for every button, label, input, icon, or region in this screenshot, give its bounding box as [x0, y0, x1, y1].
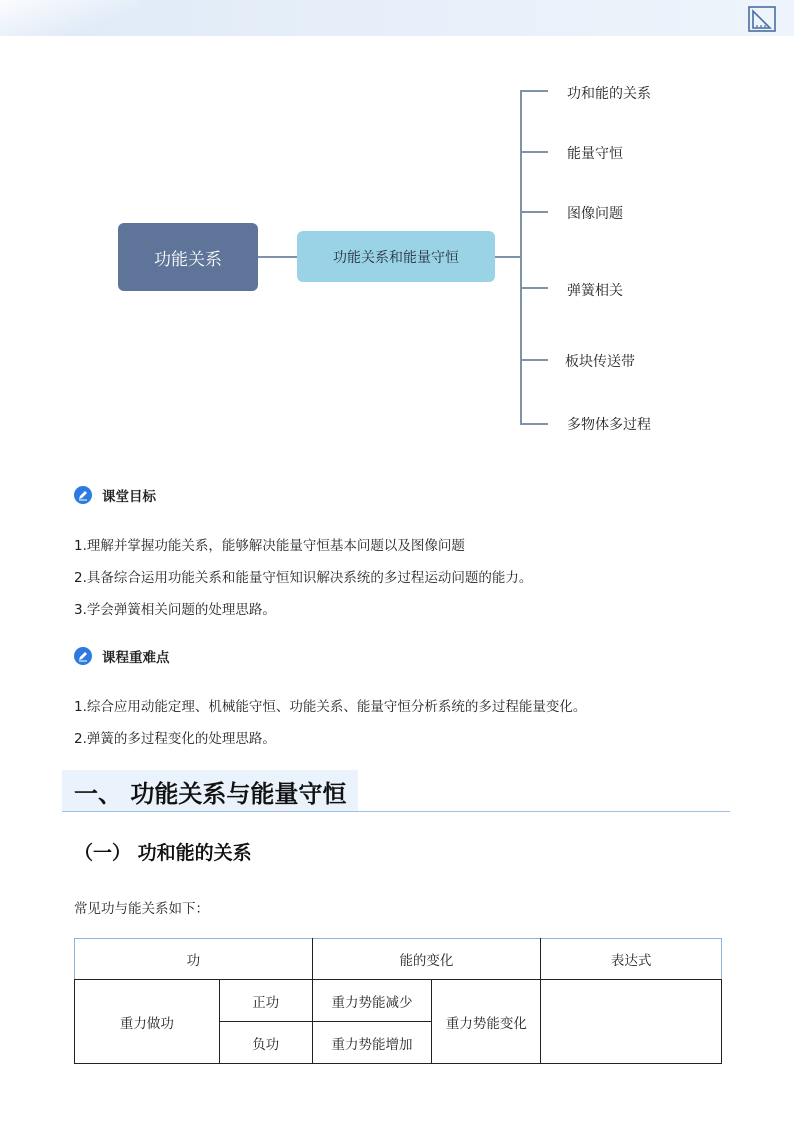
mindmap-leaf: 功和能的关系: [567, 86, 651, 102]
mindmap-branch: [520, 359, 548, 361]
keypoint-item: 2.弹簧的多过程变化的处理思路。: [74, 731, 276, 747]
energy-change: 重力势能减少: [312, 980, 432, 1022]
section-title: 一、 功能关系与能量守恒: [62, 770, 358, 812]
energy-change: 重力势能增加: [312, 1022, 432, 1064]
mindmap-trunk: [520, 90, 522, 425]
goal-item: 3.学会弹簧相关问题的处理思路。: [74, 602, 276, 618]
header-wave-decoration: [0, 0, 140, 36]
keypoints-heading: [74, 646, 170, 666]
ruler-triangle-logo-icon: [748, 6, 776, 32]
mindmap-branch: [520, 211, 548, 213]
work-energy-table: [74, 938, 722, 1064]
mindmap-leaf: 多物体多过程: [567, 417, 651, 433]
table-header-row: [75, 939, 722, 980]
mindmap-root-node: 功能关系: [118, 223, 258, 291]
expression-cell: [541, 980, 722, 1064]
keypoints-title: 课程重难点: [102, 650, 170, 666]
merged-change: 重力势能变化: [432, 980, 541, 1064]
mindmap-leaf: 板块传送带: [565, 354, 635, 370]
mindmap-branch: [520, 90, 548, 92]
header-band: [0, 0, 794, 36]
mindmap-leaf: 弹簧相关: [567, 283, 623, 299]
mindmap-branch: [520, 287, 548, 289]
mindmap-connector: [495, 256, 521, 258]
row-label: 重力做功: [75, 980, 220, 1064]
pen-icon: [74, 486, 92, 504]
pen-icon: [74, 647, 92, 665]
work-kind: 负功: [219, 1022, 312, 1064]
mindmap-leaf: 能量守恒: [567, 146, 623, 162]
header-expr: 表达式: [541, 939, 722, 980]
intro-text: 常见功与能关系如下：: [74, 901, 209, 917]
subsection-title: （一） 功和能的关系: [74, 842, 252, 864]
table-row: [75, 980, 722, 1022]
section-divider: [62, 811, 730, 812]
goals-heading: [74, 485, 156, 505]
mindmap-branch: [520, 151, 548, 153]
mindmap-mid-node: 功能关系和能量守恒: [297, 231, 495, 282]
mindmap-leaf: 图像问题: [567, 206, 623, 222]
goal-item: 2.具备综合运用功能关系和能量守恒知识解决系统的多过程运动问题的能力。: [74, 570, 533, 586]
keypoint-item: 1.综合应用动能定理、机械能守恒、功能关系、能量守恒分析系统的多过程能量变化。: [74, 699, 587, 715]
goals-title: 课堂目标: [102, 489, 156, 505]
mindmap-connector: [258, 256, 297, 258]
mindmap-branch: [520, 423, 548, 425]
header-change: 能的变化: [312, 939, 541, 980]
work-kind: 正功: [219, 980, 312, 1022]
goal-item: 1.理解并掌握功能关系，能够解决能量守恒基本问题以及图像问题: [74, 538, 465, 554]
header-work: 功: [75, 939, 313, 980]
